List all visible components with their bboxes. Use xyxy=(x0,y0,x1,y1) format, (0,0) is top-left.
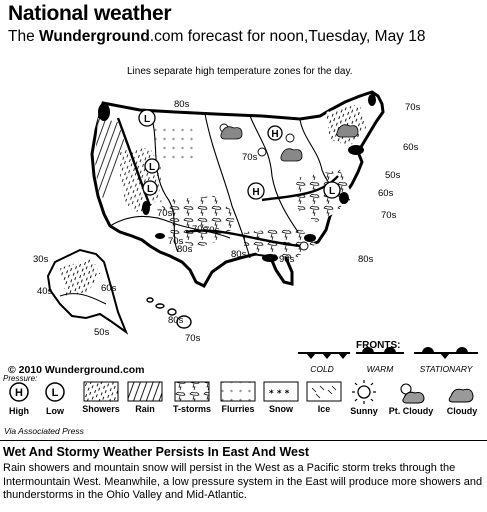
temperature-label: 50s xyxy=(385,170,401,181)
svg-text:L: L xyxy=(328,186,336,197)
temperature-label: 70s xyxy=(157,208,173,219)
temperature-label: 80s xyxy=(358,254,374,265)
temperature-label: 60s xyxy=(403,142,419,153)
legend-ptcloudy-label: Pt. Cloudy xyxy=(388,406,434,416)
rain-swatch xyxy=(127,378,163,402)
low-pressure-icon xyxy=(139,110,155,126)
fronts-heading: FRONTS: xyxy=(356,340,401,351)
subtitle-prefix: The xyxy=(8,28,40,45)
temperature-label: 70s xyxy=(381,210,397,221)
low-pressure-icon xyxy=(145,159,159,173)
legend-rain xyxy=(125,378,165,414)
subtitle-brand: Wunderground xyxy=(39,28,150,45)
sun-icon xyxy=(350,378,378,404)
snow-swatch xyxy=(263,378,299,402)
svg-text:H: H xyxy=(271,129,279,140)
svg-text:* * *: * * * xyxy=(269,389,290,399)
legend-low-label: Low xyxy=(46,406,64,416)
cloud-icon xyxy=(445,378,479,404)
legend-sunny xyxy=(346,378,382,416)
temperature-label: 70s xyxy=(242,152,258,163)
legend-showers-label: Showers xyxy=(82,404,120,414)
zones-note: Lines separate high temperature zones for the day. xyxy=(127,66,353,77)
tstorm-swatch xyxy=(174,378,210,402)
temperature-label: 60s xyxy=(101,283,117,294)
svg-text:H: H xyxy=(15,387,23,399)
legend-flurries-label: Flurries xyxy=(221,404,255,414)
legend-high-label: High xyxy=(9,406,29,416)
story-divider xyxy=(0,440,487,441)
legend-flurries xyxy=(216,378,260,414)
temperature-label: 70s xyxy=(192,224,208,235)
cold-front-symbol xyxy=(298,353,350,359)
stationary-front-symbol xyxy=(414,347,478,359)
high-pressure-icon xyxy=(268,126,282,140)
legend-cloudy xyxy=(440,378,484,416)
legend-rain-label: Rain xyxy=(135,404,155,414)
subtitle-suffix: .com forecast for noon,Tuesday, May 18 xyxy=(149,28,426,45)
high-pressure-icon xyxy=(248,183,264,199)
legend-tstorms-label: T-storms xyxy=(172,404,211,414)
legend-sunny-label: Sunny xyxy=(350,406,378,416)
front-label-cold: COLD xyxy=(310,364,334,374)
credit-line: Via Associated Press xyxy=(4,426,84,436)
temperature-label: 80s xyxy=(231,249,247,260)
legend-high xyxy=(4,378,34,416)
low-pressure-icon xyxy=(324,182,340,198)
front-label-warm: WARM xyxy=(366,364,394,374)
legend-ice-label: Ice xyxy=(317,404,331,414)
showers-swatch xyxy=(83,378,119,402)
temperature-label: 80s xyxy=(177,244,193,255)
legend-low xyxy=(40,378,70,416)
legend-snow xyxy=(261,378,301,414)
story-body: Rain showers and mountain snow will persist in the West as a Pacific storm treks through the Intermountain West. Meanwhile, a low pressure system in the East will produce more showers and thunderstorms in the Ohio Valley and Mid-Atlantic. xyxy=(3,462,483,501)
high-pressure-icon xyxy=(7,378,31,404)
weather-legend xyxy=(0,374,487,424)
flurries-swatch xyxy=(220,378,256,402)
legend-cloudy-label: Cloudy xyxy=(446,406,478,416)
legend-showers xyxy=(78,378,124,414)
legend-snow-label: Snow xyxy=(269,404,293,414)
legend-ptcloudy xyxy=(386,378,436,416)
low-pressure-icon xyxy=(43,378,67,404)
story-headline: Wet And Stormy Weather Persists In East And West xyxy=(3,445,310,459)
temperature-label: 40s xyxy=(37,286,53,297)
temperature-label: 80s xyxy=(174,99,190,110)
front-label-stationary: STATIONARY xyxy=(419,364,473,374)
svg-text:L: L xyxy=(148,162,156,173)
temperature-label: 70s xyxy=(185,333,201,344)
svg-text:H: H xyxy=(252,187,260,198)
temperature-label: 70s xyxy=(168,236,184,247)
copyright-text: © 2010 Wunderground.com xyxy=(8,364,145,376)
temperature-label: 50s xyxy=(94,327,110,338)
svg-text:L: L xyxy=(51,387,59,399)
legend-ice xyxy=(304,378,344,414)
svg-text:L: L xyxy=(146,184,154,195)
svg-text:L: L xyxy=(143,114,151,125)
temperature-label: 70s xyxy=(405,102,421,113)
pressure-legend-label: Pressure: xyxy=(3,374,38,383)
map-title: National weather xyxy=(8,2,172,25)
low-pressure-icon xyxy=(143,181,157,195)
temperature-label: 70s xyxy=(204,225,220,236)
temperature-label: 60s xyxy=(378,188,394,199)
partly-cloudy-icon xyxy=(394,378,428,404)
temperature-label: 30s xyxy=(33,254,49,265)
temperature-label: 90s xyxy=(279,254,295,265)
temperature-label: 80s xyxy=(168,315,184,326)
ice-swatch xyxy=(306,378,342,402)
legend-tstorms xyxy=(168,378,216,414)
